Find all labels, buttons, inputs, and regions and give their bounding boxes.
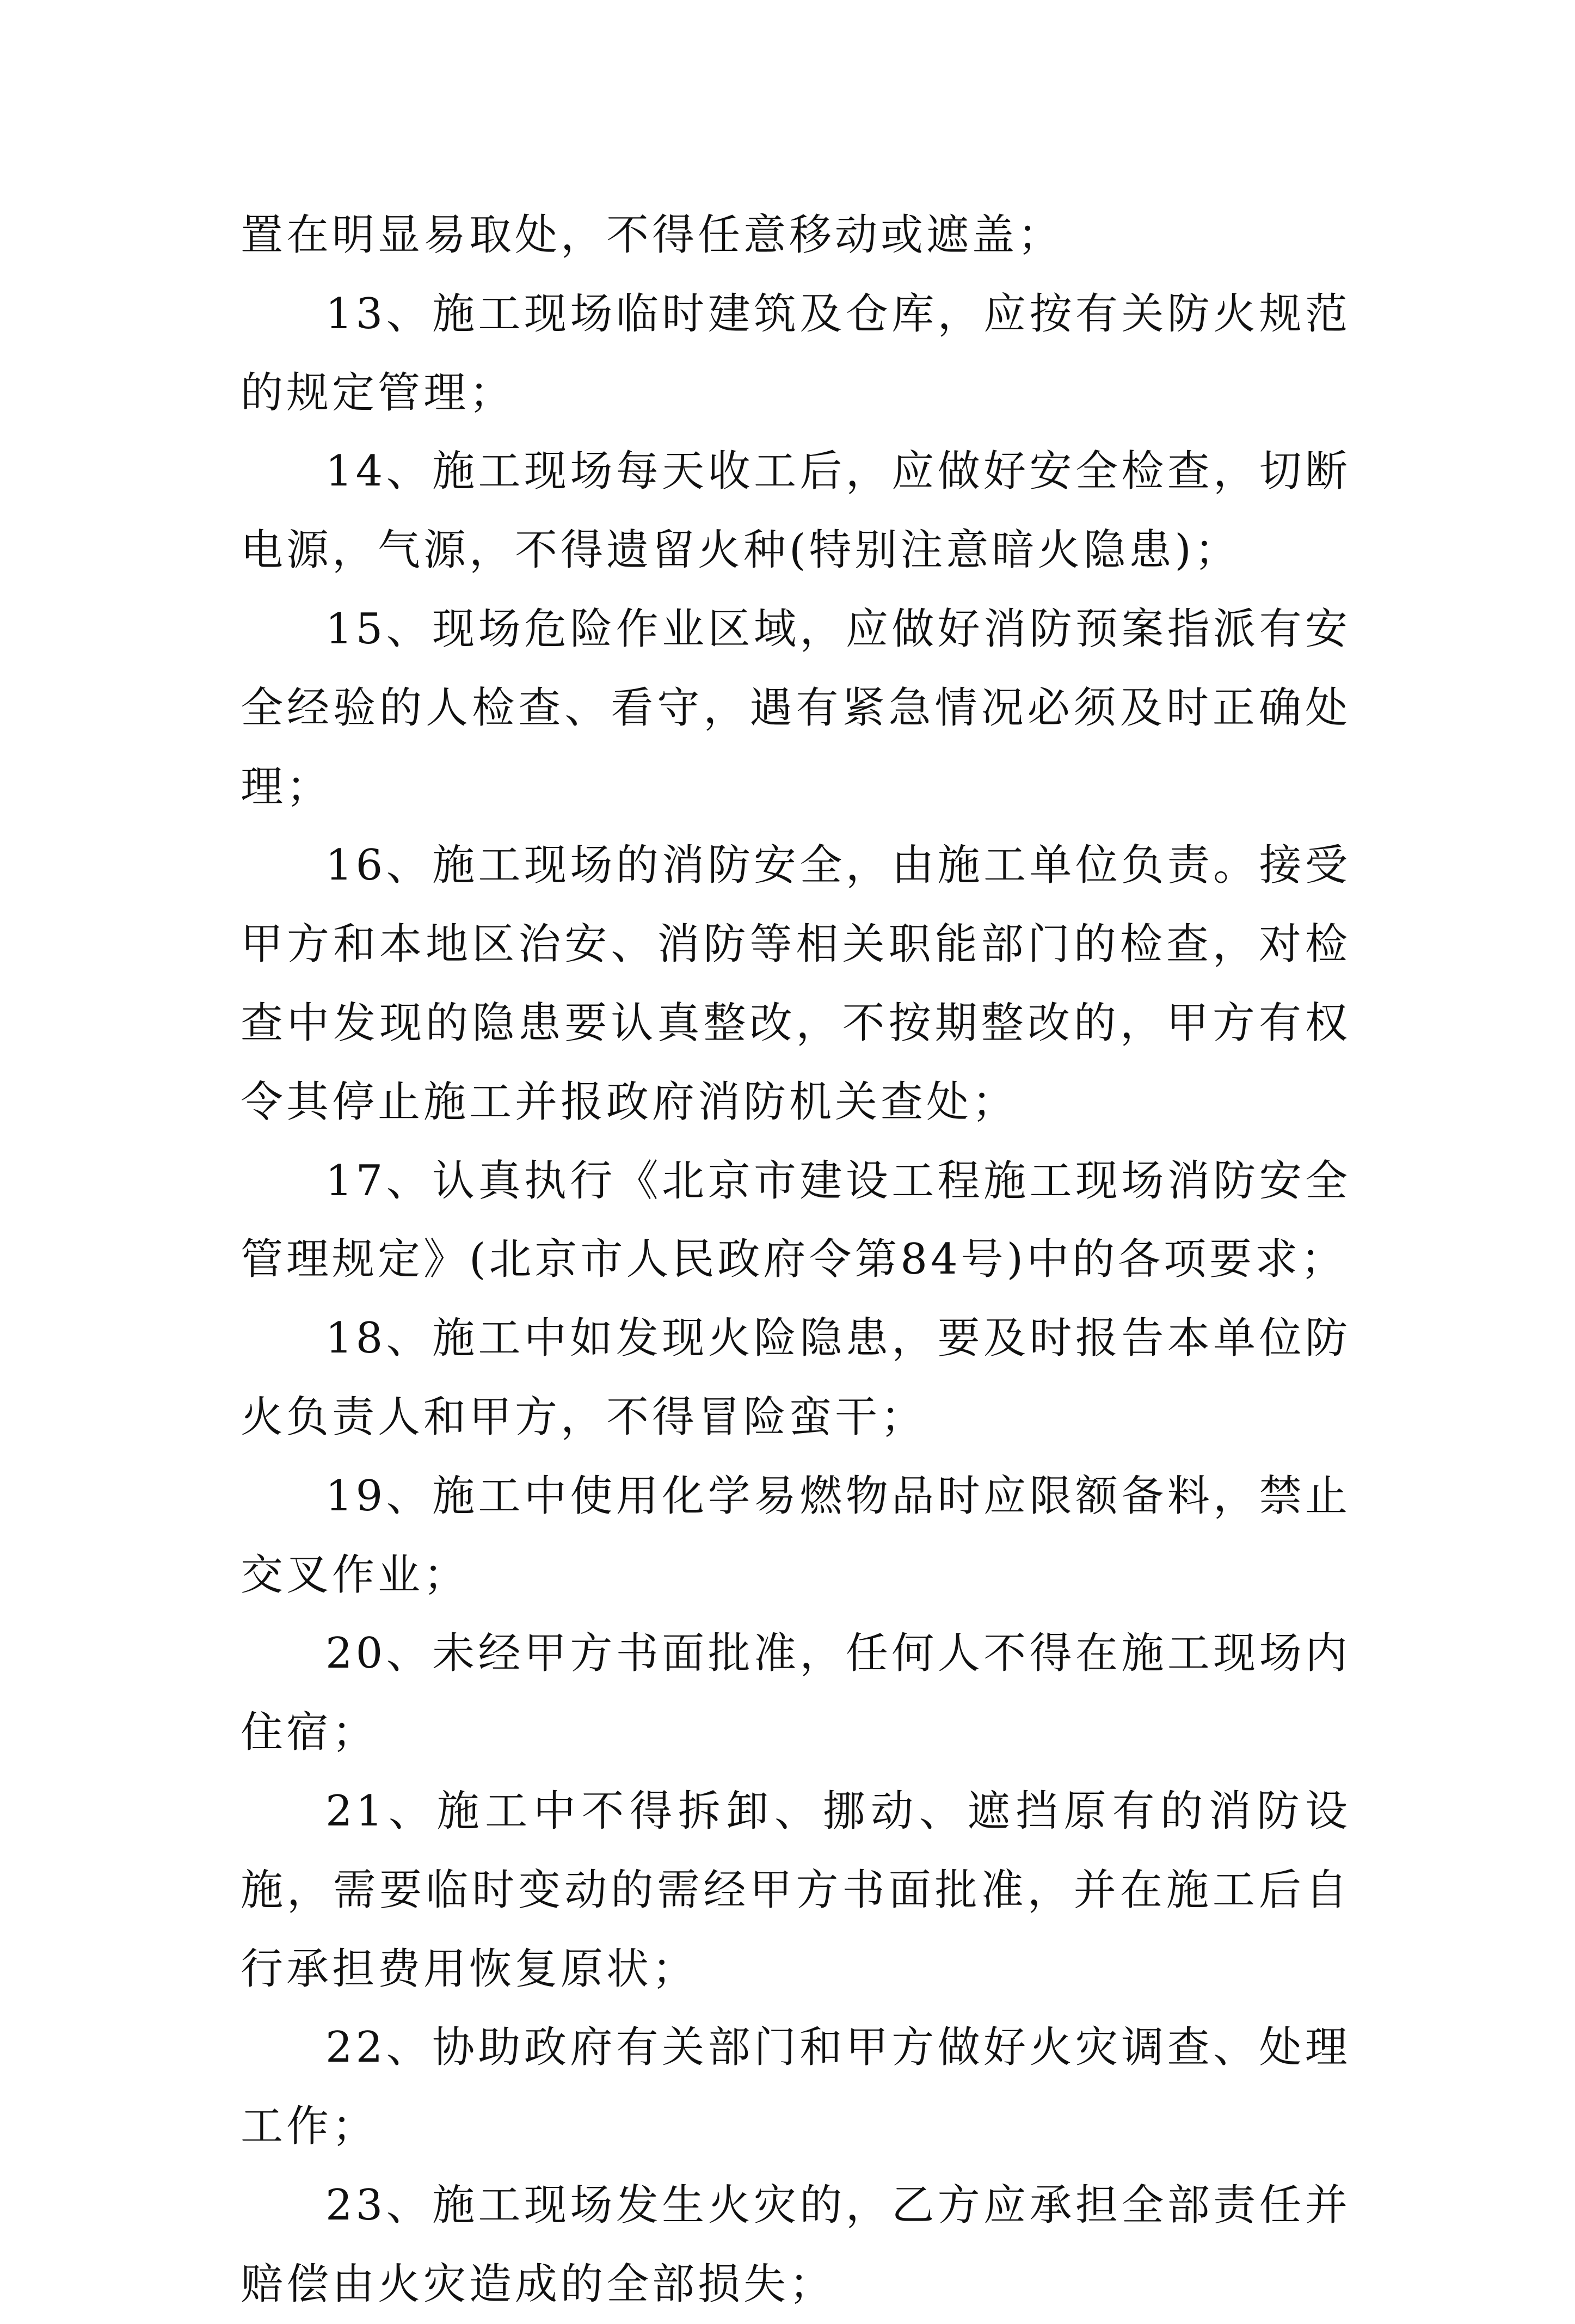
paragraph-item-15: 15、现场危险作业区域，应做好消防预案指派有安全经验的人检查、看守，遇有紧急情况必须及时正确处理； xyxy=(241,604,1351,811)
paragraph-item-21: 21、施工中不得拆卸、挪动、遮挡原有的消防设施，需要临时变动的需经甲方书面批准，并在施工后自行承担费用恢复原状； xyxy=(241,1786,1351,1994)
paragraph-item-23: 23、施工现场发生火灾的，乙方应承担全部责任并赔偿由火灾造成的全部损失； xyxy=(241,2180,1351,2309)
paragraph-continuation: 置在明显易取处，不得任意移动或遮盖； xyxy=(241,211,1064,260)
paragraph-item-14: 14、施工现场每天收工后，应做好安全检查，切断电源，气源，不得遗留火种(特别注意暗火隐患)； xyxy=(241,447,1351,575)
paragraph-item-18: 18、施工中如发现火险隐患，要及时报告本单位防火负责人和甲方，不得冒险蛮干； xyxy=(241,1314,1351,1442)
document-body xyxy=(241,196,1351,2324)
paragraph-item-22: 22、协助政府有关部门和甲方做好火灾调查、处理工作； xyxy=(241,2023,1351,2151)
paragraph-item-16: 16、施工现场的消防安全，由施工单位负责。接受甲方和本地区治安、消防等相关职能部门的检查，对检查中发现的隐患要认真整改，不按期整改的，甲方有权令其停止施工并报政府消防机关查处； xyxy=(241,841,1351,1127)
paragraph-item-13: 13、施工现场临时建筑及仓库，应按有关防火规范的规定管理； xyxy=(241,289,1351,417)
paragraph-item-20: 20、未经甲方书面批准，任何人不得在施工现场内住宿； xyxy=(241,1629,1351,1757)
paragraph-item-19: 19、施工中使用化学易燃物品时应限额备料，禁止交叉作业； xyxy=(241,1471,1351,1600)
paragraph-item-17: 17、认真执行《北京市建设工程施工现场消防安全管理规定》(北京市人民政府令第84号)中的各项要求； xyxy=(241,1156,1351,1284)
